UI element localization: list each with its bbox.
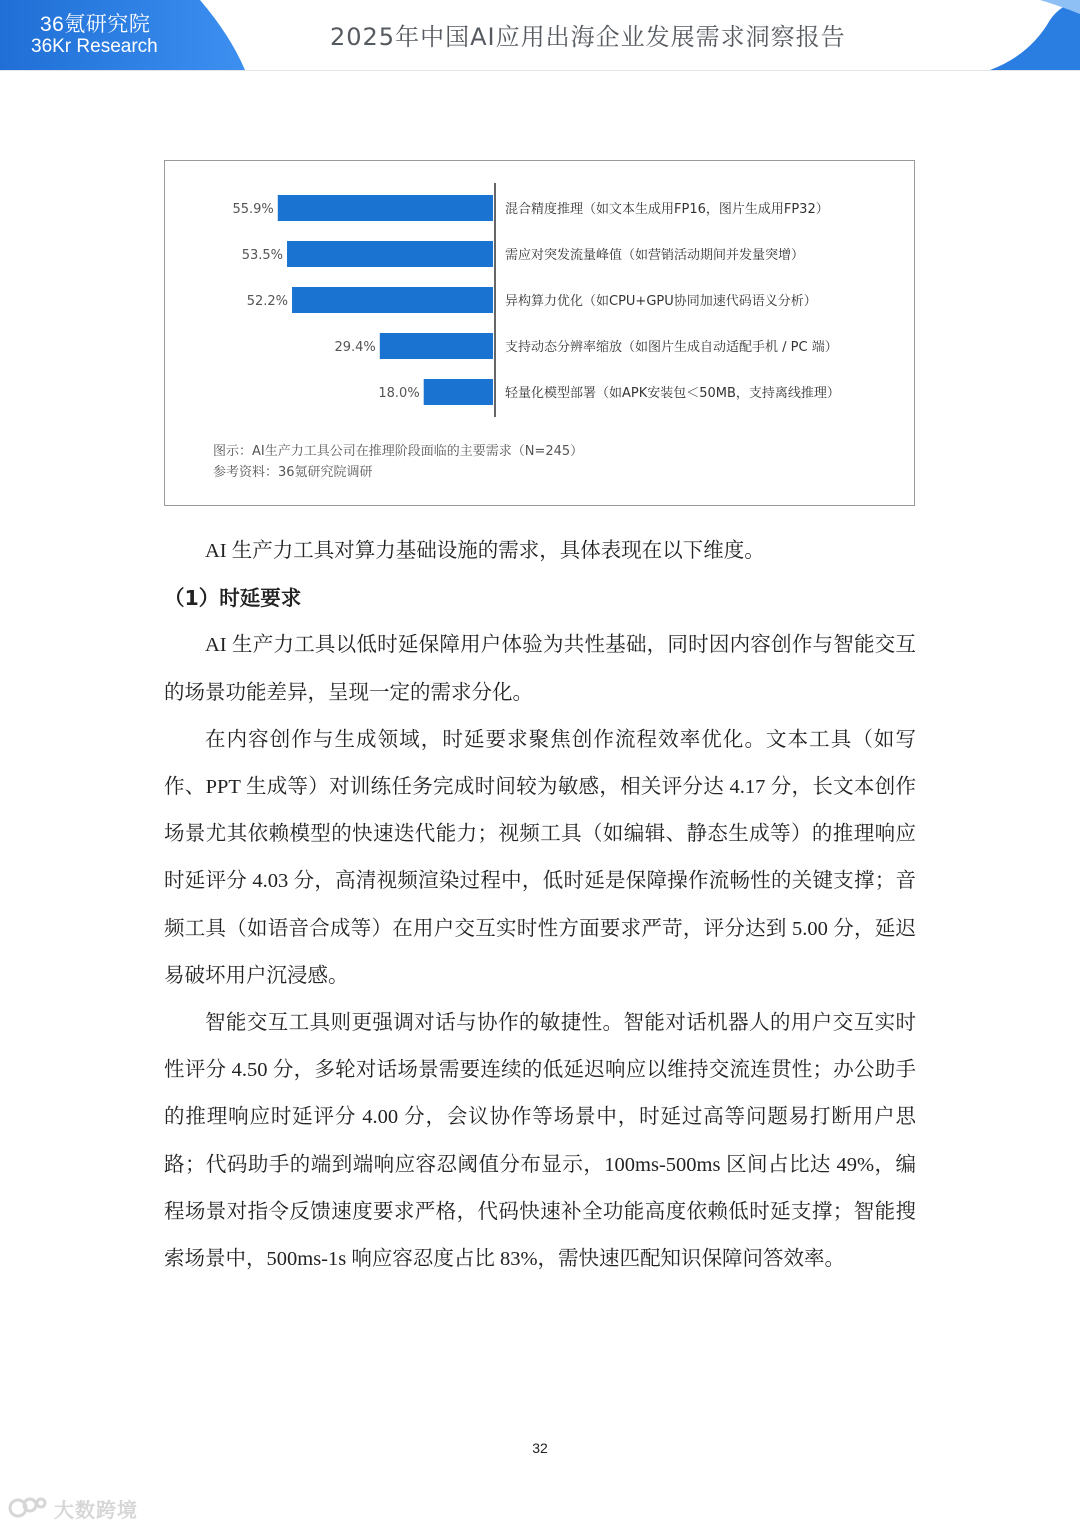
category-label: 混合精度推理（如文本生成用FP16，图片生成用FP32） [505,202,829,217]
logo-chinese: 36氪研究院 [40,13,151,36]
figure-caption-block [213,441,583,483]
paragraph-3: 智能交互工具则更强调对话与协作的敏捷性。智能对话机器人的用户交互实时性评分 4.50 分，多轮对话场景需要连续的低延迟响应以维持交流连贯性；办公助手的推理响应时延评分 4.00 分，会议协作等场景中，时延过高等问题易打断用户思路；代码助手的端到端响应容忍阈值分布显示，100ms-500ms 区间占比达 49%，编程场景对指令反馈速度要求严格，代码快速补全功能高度依赖低时延支撑；智能搜索场景中，500ms-1s 响应容忍度占比 83%，需快速匹配知识保障问答效率。 [164,1012,916,1271]
category-label: 需应对突发流量峰值（如营销活动期间并发量突增） [505,248,805,263]
figure-source: 参考资料：36氪研究院调研 [213,465,373,480]
section-heading: （1）时延要求 [164,586,302,611]
bar-chart [165,161,914,431]
chart-bar [424,379,493,405]
bar-value-label: 53.5% [241,248,284,263]
category-label: 异构算力优化（如CPU+GPU协同加速代码语义分析） [505,294,817,309]
body-text [164,528,916,1283]
page-number: 32 [532,1440,548,1456]
bar-value-label: 18.0% [378,386,420,401]
corner-decoration [990,0,1080,70]
page-header [0,0,1080,71]
watermark-text: 大数跨境 [54,1497,138,1522]
figure-caption: 图示：AI生产力工具公司在推理阶段面临的主要需求（N=245） [213,444,584,459]
paragraph-1: AI 生产力工具以低时延保障用户体验为共性基础，同时因内容创作与智能交互的场景功能差异，呈现一定的需求分化。 [164,634,916,704]
watermark [8,1493,138,1523]
report-title: 2025年中国AI应用出海企业发展需求洞察报告 [330,23,846,51]
chart-bar [292,287,493,313]
logo-english: 36Kr Research [31,36,158,57]
category-label: 支持动态分辨率缩放（如图片生成自动适配手机 / PC 端） [505,340,838,355]
bar-value-label: 29.4% [334,340,376,355]
paragraph-2: 在内容创作与生成领域，时延要求聚焦创作流程效率优化。文本工具（如写作、PPT 生成等）对训练任务完成时间较为敏感，相关评分达 4.17 分，长文本创作场景尤其依赖模型的快速迭代能力；视频工具（如编辑、静态生成等）的推理响应时延评分 4.03 分，高清视频渲染过程中，低时延是保障操作流畅性的关键支撑；音频工具（如语音合成等）在用户交互实时性方面要求严苛，评分达到 5.00 分，延迟易破坏用户沉浸感。 [164,728,916,987]
watermark-logo-icon [8,1495,48,1521]
category-label: 轻量化模型部署（如APK安装包＜50MB，支持离线推理） [505,386,840,401]
chart-bar [380,333,493,359]
chart-bar [287,241,493,267]
chart-figure [164,160,915,506]
bar-value-label: 55.9% [232,202,274,217]
chart-bar [278,195,493,221]
intro-paragraph: AI 生产力工具对算力基础设施的需求，具体表现在以下维度。 [205,540,765,562]
bar-value-label: 52.2% [246,294,289,309]
